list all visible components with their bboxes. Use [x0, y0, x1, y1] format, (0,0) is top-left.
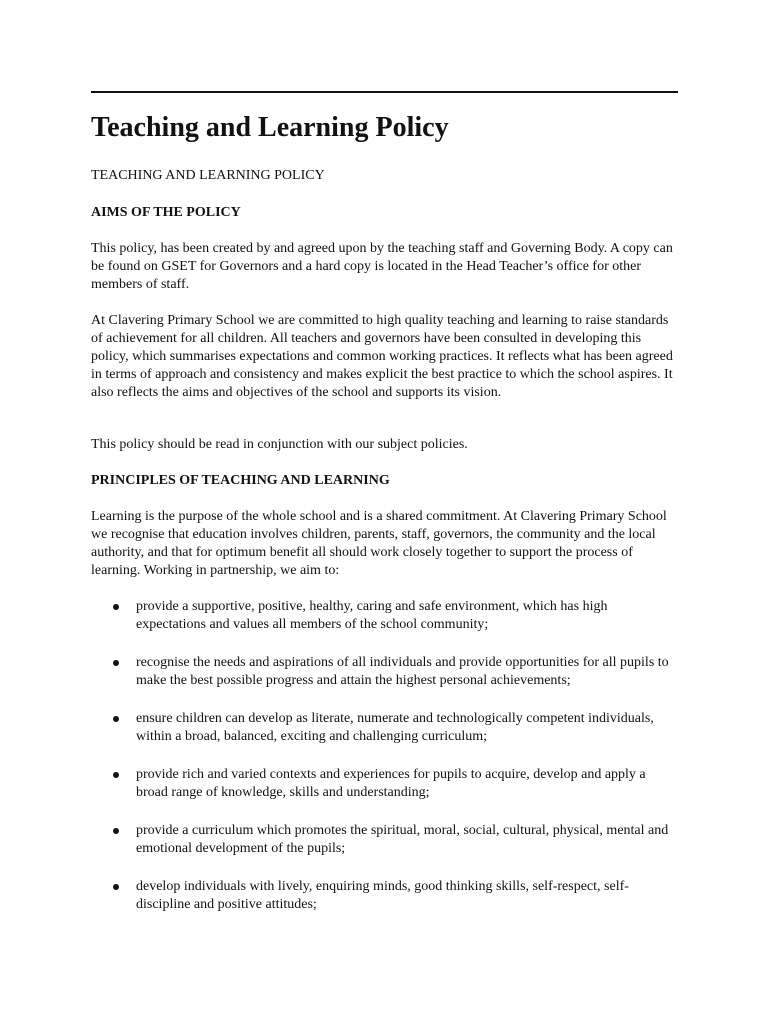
- list-item: [91, 598, 678, 634]
- list-item-text: provide a supportive, positive, healthy, caring and safe environment, which has high expectations and values all members of the school community;: [136, 599, 608, 632]
- bullet-icon: [113, 884, 119, 890]
- paragraph: At Clavering Primary School we are committed to high quality teaching and learning to raise standards of achievement for all children. All teachers and governors have been consulted in developing this policy, which summarises expectations and common working practices. It reflects what has been agreed in terms of approach and consistency and makes explicit the best practice to which the school aspires. It also reflects the aims and objectives of the school and supports its vision.: [91, 313, 673, 400]
- list-item: [91, 654, 678, 690]
- bullet-icon: [113, 772, 119, 778]
- aims-bullet-list: [91, 598, 678, 934]
- list-item: [91, 878, 678, 914]
- list-item-text: provide a curriculum which promotes the spiritual, moral, social, cultural, physical, mental and emotional development of the pupils;: [136, 823, 669, 856]
- document-title: Teaching and Learning Policy: [91, 112, 449, 143]
- list-item: [91, 822, 678, 858]
- principles-intro: Learning is the purpose of the whole school and is a shared commitment. At Clavering Primary School we recognise that education involves children, parents, staff, governors, the community and the local authority, and that for optimum benefit all should work closely together to support the process of learning. Working in partnership, we aim to:: [91, 509, 667, 578]
- list-item-text: ensure children can develop as literate, numerate and technologically competent individuals, within a broad, balanced, exciting and challenging curriculum;: [136, 711, 654, 744]
- bullet-icon: [113, 660, 119, 666]
- list-item-text: develop individuals with lively, enquiring minds, good thinking skills, self-respect, self-discipline and positive attitudes;: [136, 879, 629, 912]
- bullet-icon: [113, 716, 119, 722]
- bullet-icon: [113, 604, 119, 610]
- list-item-text: provide rich and varied contexts and experiences for pupils to acquire, develop and apply a broad range of knowledge, skills and understanding;: [136, 767, 646, 800]
- list-item: [91, 710, 678, 746]
- aims-heading: AIMS OF THE POLICY: [91, 205, 241, 220]
- paragraph: This policy, has been created by and agreed upon by the teaching staff and Governing Body. A copy can be found on GSET for Governors and a hard copy is located in the Head Teacher’s office for other members of staff.: [91, 241, 673, 292]
- principles-heading: PRINCIPLES OF TEACHING AND LEARNING: [91, 473, 390, 488]
- top-rule: [91, 91, 678, 93]
- list-item: [91, 766, 678, 802]
- list-item-text: recognise the needs and aspirations of all individuals and provide opportunities for all pupils to make the best possible progress and attain the highest personal achievements;: [136, 655, 669, 688]
- bullet-icon: [113, 828, 119, 834]
- paragraph: This policy should be read in conjunction with our subject policies.: [91, 437, 468, 452]
- policy-heading: TEACHING AND LEARNING POLICY: [91, 168, 325, 183]
